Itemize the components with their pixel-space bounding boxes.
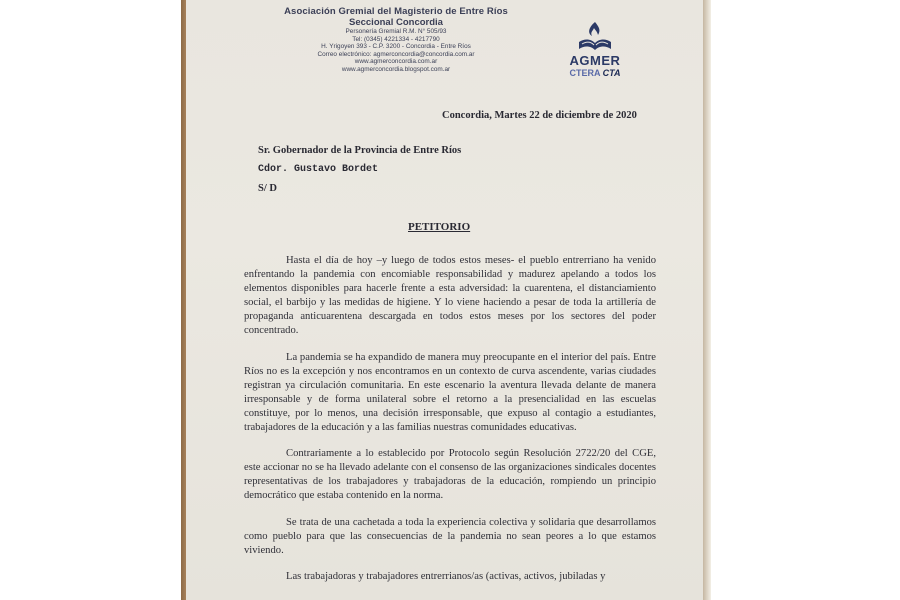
logo-name: AGMER [569,53,621,68]
paragraph: Contrariamente a lo establecido por Protocolo según Resolución 2722/20 del CGE, este accionar no se ha llevado adelante con el consenso de las organizaciones sindicales docentes representativas de los trabajadores y trabajadoras de la educación, rompiendo un principio democrático que estaba contenido en la norma. [244,448,656,502]
org-section: Seccional Concordia [349,17,443,28]
paragraph: La pandemia se ha expandido de manera muy preocupante en el interior del país. Entre Ríos no es la excepción y nos encontramos en un contexto de curva ascendente, varias ciudades registran ya circulación comunitaria. En este escenario la aventura llevada delante de manera irresponsable y de forma unilateral sobre el retorno a la presencialidad en las escuelas constituye, por lo menos, una decisión irresponsable, que expuso al contagio a estudiantes, trabajadores de la educación y a las familias nuestras comunidades educativas. [244,351,656,434]
photo-border-left [0,0,186,600]
letterhead-address: H. Yrigoyen 393 - C.P. 3200 - Concordia - Entre Ríos [321,43,471,51]
logo-affiliation-cta: CTA [602,68,621,78]
letter-body [244,254,656,596]
org-name: Asociación Gremial del Magisterio de Entre Ríos [284,6,508,17]
desk-edge-right [703,0,711,600]
photo-border-right [711,0,900,600]
flame-book-icon [575,20,615,54]
letterhead [246,6,546,74]
date-line: Concordia, Martes 22 de diciembre de 2020 [442,110,637,121]
logo-affiliations [550,68,640,78]
paragraph: Las trabajadoras y trabajadores entrerrianos/as (activas, activos, jubiladas y [286,570,606,582]
logo-affiliation-ctera: CTERA [569,68,601,78]
letterhead-website: www.agmerconcordia.com.ar [354,58,438,66]
letterhead-registration: Personería Gremial R.M. N° 505/93 [345,28,447,35]
letterhead-phone: Tel: (0345) 4221334 - 4217790 [352,35,440,43]
addressee-line-3: S/ D [258,183,277,194]
letter-page [186,0,706,600]
letterhead-email: Correo electrónico: agmerconcordia@concordia.com.ar [317,50,475,58]
agmer-logo [550,20,640,82]
addressee-line-1: Sr. Gobernador de la Provincia de Entre Ríos [258,145,462,156]
addressee-block [258,141,461,198]
paragraph: Se trata de una cachetada a toda la experiencia colectiva y solidaria que desarrollamos como pueblo para que las consecuencias de la pandemia no sean peores a lo que estamos viviendo. [244,516,656,556]
letterhead-blog: www.agmerconcordia.blogspot.com.ar [341,65,451,73]
paragraph: Hasta el día de hoy –y luego de todos estos meses- el pueblo entrerriano ha venido enfrentando la pandemia con encomiable responsabilidad y madurez apelando a todos los elementos disponibles para hacerle frente a esta adversidad: la cuarentena, el distanciamiento social, el barbijo y las medidas de higiene. Y lo viene haciendo a pesar de toda la artillería de propaganda anticuarentena descargada en todos estos meses por los sectores del poder concentrado. [244,255,656,337]
document-title: PETITORIO [408,221,471,233]
addressee-line-2: Cdor. Gustavo Bordet [258,164,379,175]
